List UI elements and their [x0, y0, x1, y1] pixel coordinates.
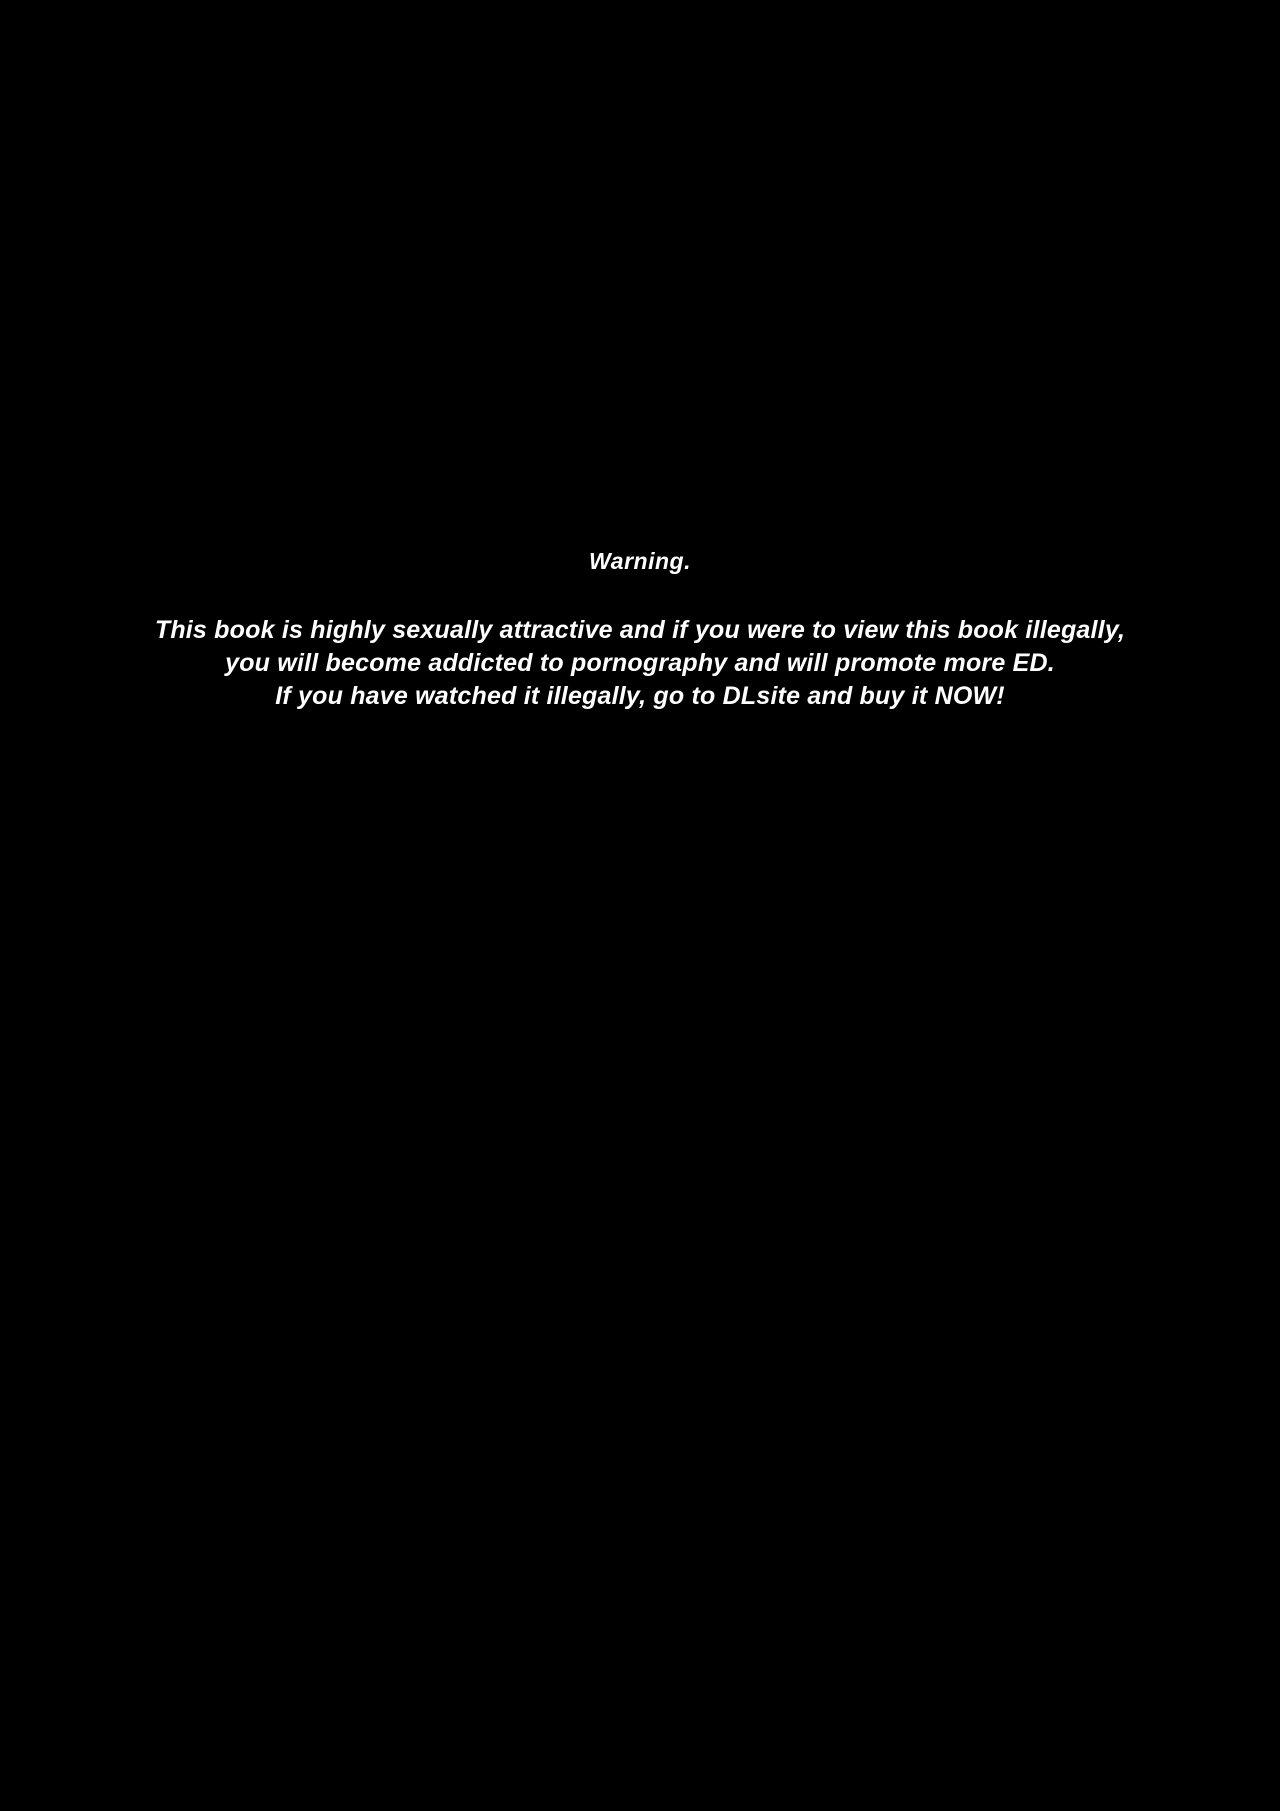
warning-notice: [0, 548, 1280, 713]
warning-message-line-3: If you have watched it illegally, go to DLsite and buy it NOW!: [275, 682, 1005, 711]
warning-message-line-1: This book is highly sexually attractive and if you were to view this book illegally,: [154, 615, 1126, 644]
warning-title: Warning.: [589, 548, 691, 574]
warning-message-line-2: you will become addicted to pornography and will promote more ED.: [225, 648, 1055, 677]
warning-message: [0, 614, 1280, 714]
